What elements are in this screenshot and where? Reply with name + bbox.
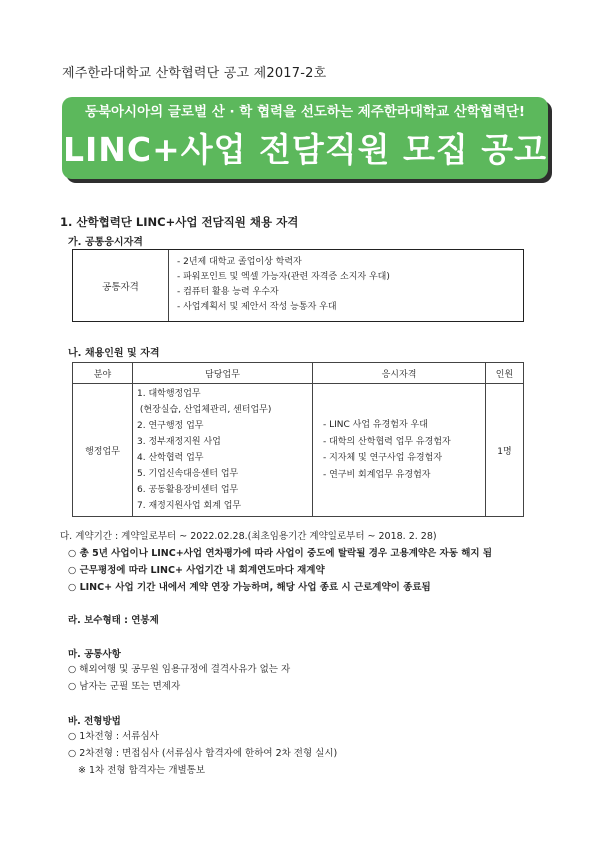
col-header-count: 인원 — [486, 363, 524, 384]
banner-subtitle: 동북아시아의 글로벌 산 · 학 협력을 선도하는 제주한라대학교 산학협력단! — [84, 104, 526, 120]
section-ba-heading: 바. 전형방법 — [68, 716, 121, 727]
list-item: 6. 공동활용장비센터 업무 — [137, 485, 239, 495]
list-item: - 사업계획서 및 제안서 작성 능통자 우대 — [177, 302, 337, 312]
duty-cell — [133, 384, 313, 517]
notice-note: ※ 1차 전형 합격자는 개별통보 — [78, 765, 206, 776]
contract-period: 다. 계약기간 : 계약일로부터 ~ 2022.02.28.(최초임용기간 계약일로부터 ~ 2018. 2. 28) — [60, 531, 437, 542]
list-item: ○ 해외여행 및 공무원 임용규정에 결격사유가 없는 자 — [68, 664, 291, 675]
list-item: ○ 1차전형 : 서류심사 — [68, 731, 159, 742]
col-header-duty: 담당업무 — [133, 363, 313, 384]
contract-note: ○ 근무평정에 따라 LINC+ 사업기간 내 회계연도마다 재계약 — [68, 565, 325, 576]
list-item: - 파워포인트 및 엑셀 가능자(관련 자격증 소지자 우대) — [177, 272, 390, 282]
list-item: - 지자체 및 연구사업 유경험자 — [323, 453, 443, 463]
recruitment-table — [72, 362, 524, 517]
section-ga-heading: 가. 공통응시자격 — [68, 237, 143, 248]
common-qualification-list — [169, 250, 390, 321]
list-item: (현장실습, 산업체관리, 센터업무) — [137, 405, 272, 415]
contract-note: ○ LINC+ 사업 기간 내에서 계약 연장 가능하며, 해당 사업 종료 시 근로계약이 종료됨 — [68, 582, 431, 593]
table-row — [73, 384, 524, 517]
list-item: ○ 남자는 군필 또는 면제자 — [68, 681, 181, 692]
qualification-cell — [313, 384, 486, 517]
section1-heading: 1. 산학협력단 LINC+사업 전담직원 채용 자격 — [60, 215, 299, 229]
common-qualification-table — [72, 249, 524, 322]
list-item: 1. 대학행정업무 — [137, 389, 201, 399]
count-cell: 1명 — [486, 384, 524, 517]
section-ma-heading: 마. 공통사항 — [68, 649, 121, 660]
banner-title: LINC+사업 전담직원 모집 공고 — [62, 130, 548, 169]
list-item: 2. 연구행정 업무 — [137, 421, 204, 431]
list-item: - 2년제 대학교 졸업이상 학력자 — [177, 257, 302, 267]
col-header-field: 분야 — [73, 363, 133, 384]
list-item: ○ 2차전형 : 면접심사 (서류심사 합격자에 한하여 2차 전형 실시) — [68, 748, 338, 759]
salary-type: 라. 보수형태 : 연봉제 — [68, 615, 159, 626]
list-item: 7. 재정지원사업 회계 업무 — [137, 501, 242, 511]
list-item: - 연구비 회계업무 유경험자 — [323, 469, 431, 480]
announcement-number: 제주한라대학교 산학협력단 공고 제2017-2호 — [62, 66, 327, 81]
section-na-heading: 나. 채용인원 및 자격 — [68, 348, 160, 359]
list-item: - 컴퓨터 활용 능력 우수자 — [177, 287, 279, 297]
list-item: - 대학의 산학협력 업무 유경험자 — [323, 436, 451, 447]
field-cell: 행정업무 — [73, 384, 133, 517]
table-header-row — [73, 363, 524, 384]
contract-note: ○ 총 5년 사업이나 LINC+사업 연차평가에 따라 사업이 중도에 탈락될 경우 고용계약은 자동 해지 됨 — [68, 548, 493, 559]
list-item: - LINC 사업 유경험자 우대 — [323, 420, 428, 430]
list-item: 5. 기업신속대응센터 업무 — [137, 469, 239, 479]
col-header-qualification: 응시자격 — [313, 363, 486, 384]
list-item: 4. 산학협력 업무 — [137, 453, 204, 463]
list-item: 3. 정부재정지원 사업 — [137, 437, 221, 447]
common-qualification-label: 공통자격 — [73, 250, 169, 321]
